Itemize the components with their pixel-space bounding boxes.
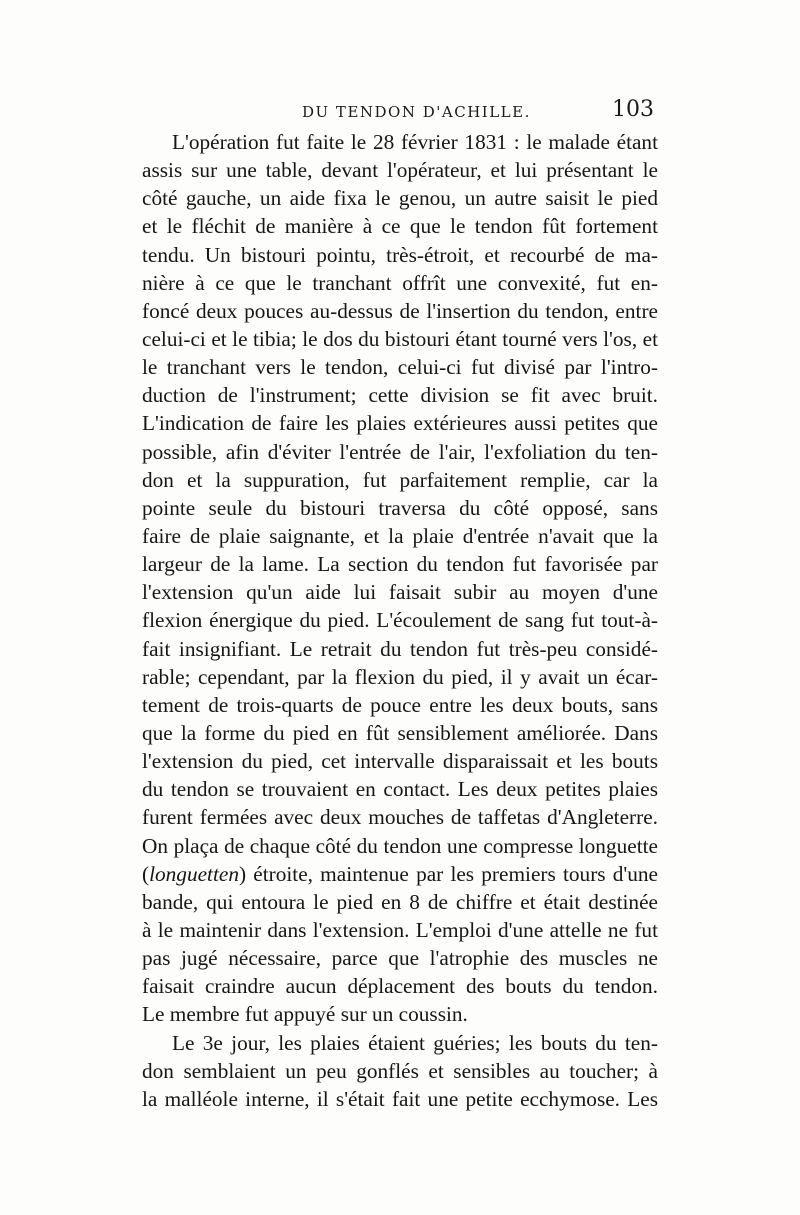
text-line: Le 3e jour, les plaies étaient guéries; les bouts du ten- <box>172 1030 658 1055</box>
text-line: rable; cependant, par la flexion du pied, il y avait un écar- <box>142 664 658 689</box>
text-line: bande, qui entoura le pied en 8 de chiffre et était destinée <box>142 889 658 914</box>
text-line: et le fléchit de manière à ce que le tendon fût fortement <box>142 214 658 239</box>
text-line: L'indication de faire les plaies extérieures aussi petites que <box>142 411 658 436</box>
page-number: 103 <box>612 97 654 122</box>
text-line: nière à ce que le tranchant offrît une convexité, fut en- <box>142 270 658 295</box>
text-line: du tendon se trouvaient en contact. Les deux petites plaies <box>142 777 658 802</box>
text-line: pas jugé nécessaire, parce que l'atrophie des muscles ne <box>142 946 658 971</box>
text-line: don semblaient un peu gonflés et sensibles au toucher; à <box>142 1058 658 1083</box>
text-line-with-italic <box>142 860 658 888</box>
text-line: furent fermées avec deux mouches de taffetas d'Angleterre. <box>142 805 658 830</box>
text-line: duction de l'instrument; cette division se fit avec bruit. <box>142 383 658 408</box>
text-line: le tranchant vers le tendon, celui-ci fut divisé par l'intro- <box>142 355 658 380</box>
text-line: On plaça de chaque côté du tendon une compresse longuette <box>142 833 658 858</box>
text-line: assis sur une table, devant l'opérateur, et lui présentant le <box>142 158 658 183</box>
text-line: flexion énergique du pied. L'écoulement de sang fut tout-à- <box>142 608 658 633</box>
text-line: faisait craindre aucun déplacement des bouts du tendon. <box>142 974 658 999</box>
text-line: largeur de la lame. La section du tendon fut favorisée par <box>142 552 658 577</box>
text-line: foncé deux pouces au-dessus de l'insertion du tendon, entre <box>142 298 658 323</box>
line-remainder: ) étroite, maintenue par les premiers tours d'une <box>239 861 658 886</box>
text-line: tendu. Un bistouri pointu, très-étroit, et recourbé de ma- <box>142 242 658 267</box>
body-text <box>142 128 658 1113</box>
text-line: fait insignifiant. Le retrait du tendon fut très-peu considé- <box>142 636 658 661</box>
text-line: la malléole interne, il s'était fait une petite ecchymose. Les <box>142 1086 658 1111</box>
text-line: faire de plaie saignante, et la plaie d'entrée n'avait que la <box>142 523 658 548</box>
page-header <box>142 97 658 125</box>
text-line: celui-ci et le tibia; le dos du bistouri étant tourné vers l'os, et <box>142 326 658 351</box>
running-title: DU TENDON D'ACHILLE. <box>302 103 531 121</box>
text-line: don et la suppuration, fut parfaitement remplie, car la <box>142 467 658 492</box>
text-line: l'extension du pied, cet intervalle disparaissait et les bouts <box>142 749 658 774</box>
text-line: à le maintenir dans l'extension. L'emploi d'une attelle ne fut <box>142 917 658 942</box>
open-paren: ( <box>142 861 150 886</box>
text-line: Le membre fut appuyé sur un coussin. <box>142 1002 468 1027</box>
text-line: pointe seule du bistouri traversa du côté opposé, sans <box>142 495 658 520</box>
text-line: que la forme du pied en fût sensiblement améliorée. Dans <box>142 720 658 745</box>
text-line: L'opération fut faite le 28 février 1831 : le malade étant <box>172 130 658 154</box>
italic-term: longuetten <box>149 861 239 886</box>
text-line: tement de trois-quarts de pouce entre les deux bouts, sans <box>142 692 658 717</box>
text-line: côté gauche, un aide fixa le genou, un autre saisit le pied <box>142 186 658 211</box>
text-line: l'extension qu'un aide lui faisait subir au moyen d'une <box>142 580 658 605</box>
text-line: possible, afin d'éviter l'entrée de l'air, l'exfoliation du ten- <box>142 439 658 464</box>
